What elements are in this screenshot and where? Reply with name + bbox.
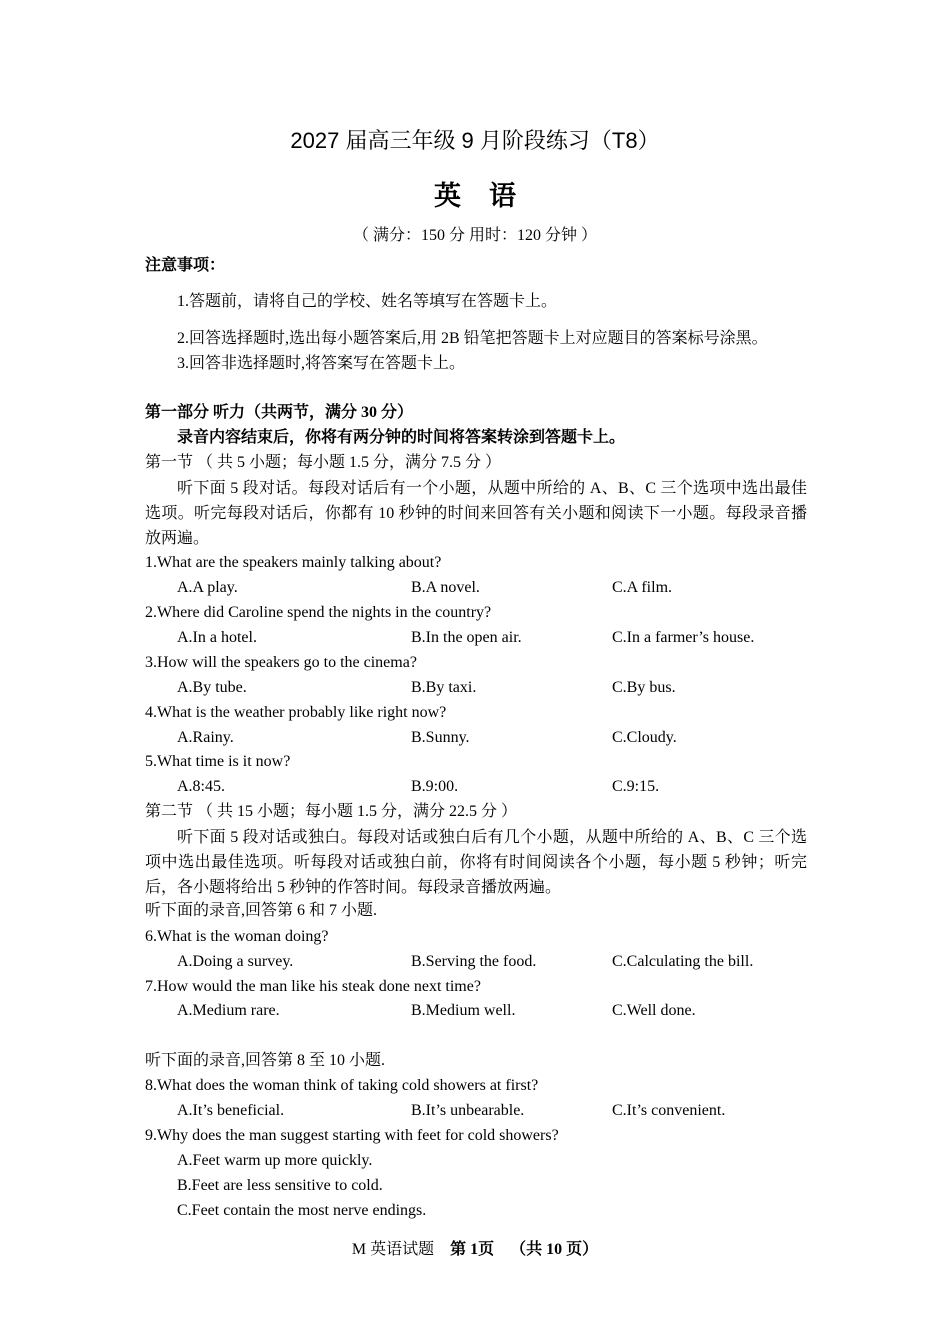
section1-heading: 第一节 （ 共 5 小题；每小题 1.5 分，满分 7.5 分 ）: [145, 454, 502, 471]
notice-item: 3.回答非选择题时,将答案写在答题卡上。: [177, 355, 466, 372]
question-9: 9.Why does the man suggest starting with feet for cold showers?: [145, 1127, 559, 1144]
option-b: B.Sunny.: [411, 729, 470, 746]
question-4: 4.What is the weather probably like right now?: [145, 704, 447, 721]
question-6: 6.What is the woman doing?: [145, 928, 329, 945]
score-info: （ 满分：150 分 用时：120 分钟 ）: [352, 227, 597, 244]
option-c: C.Calculating the bill.: [612, 953, 754, 970]
question-1: 1.What are the speakers mainly talking about?: [145, 554, 442, 571]
question-3: 3.How will the speakers go to the cinema?: [145, 654, 417, 671]
option-c: C.Well done.: [612, 1002, 696, 1019]
option-a: A.It’s beneficial.: [177, 1102, 285, 1119]
section2-instruction: 听下面 5 段对话或独白。每段对话或独白后有几个小题，从题中所给的 A、B、C 三个选项中选出最佳选项。听每段对话或独白前，你将有时间阅读各个小题，每小题 5 秒钟；听完后，各小题将给出 5 秒钟的作答时间。每段录音播放两遍。: [145, 829, 807, 896]
option-c: C.By bus.: [612, 679, 676, 696]
group-6-7-instruction: 听下面的录音,回答第 6 和 7 小题.: [145, 902, 378, 919]
section1-instruction: 听下面 5 段对话。每段对话后有一个小题，从题中所给的 A、B、C 三个选项中选出最佳选项。听完每段对话后，你都有 10 秒钟的时间来回答有关小题和阅读下一小题。每段录音播放两遍。: [145, 480, 807, 547]
group-8-10-instruction: 听下面的录音,回答第 8 至 10 小题.: [145, 1052, 386, 1069]
option-b: B.Feet are less sensitive to cold.: [177, 1177, 383, 1194]
question-2: 2.Where did Caroline spend the nights in the country?: [145, 604, 492, 621]
option-b: B.A novel.: [411, 579, 480, 596]
part1-note: 录音内容结束后，你将有两分钟的时间将答案转涂到答题卡上。: [177, 429, 626, 446]
option-b: B.Serving the food.: [411, 953, 537, 970]
option-a: A.By tube.: [177, 679, 247, 696]
option-a: A.Medium rare.: [177, 1002, 280, 1019]
option-b: B.In the open air.: [411, 629, 522, 646]
page-footer: [0, 1236, 950, 1259]
notice-item: 2.回答选择题时,选出每小题答案后,用 2B 铅笔把答题卡上对应题目的答案标号涂黑。: [177, 330, 768, 347]
option-a: A.In a hotel.: [177, 629, 257, 646]
option-a: A.8:45.: [177, 778, 225, 795]
option-b: B.9:00.: [411, 778, 459, 795]
footer-subject: M 英语试题: [351, 1241, 435, 1258]
notice-item: 1.答题前，请将自己的学校、姓名等填写在答题卡上。: [177, 293, 558, 310]
footer-total-pages: （共 10 页）: [510, 1241, 599, 1258]
question-7: 7.How would the man like his steak done next time?: [145, 978, 481, 995]
section2-heading: 第二节 （ 共 15 小题；每小题 1.5 分，满分 22.5 分 ）: [145, 803, 518, 820]
question-8: 8.What does the woman think of taking cold showers at first?: [145, 1077, 539, 1094]
option-a: A.Doing a survey.: [177, 953, 294, 970]
option-a: A.A play.: [177, 579, 238, 596]
option-b: B.It’s unbearable.: [411, 1102, 525, 1119]
subject-title: 英语: [434, 181, 544, 211]
option-a: A.Rainy.: [177, 729, 234, 746]
option-c: C.In a farmer’s house.: [612, 629, 755, 646]
exam-title: 2027 届高三年级 9 月阶段练习（T8）: [290, 128, 660, 153]
option-b: B.Medium well.: [411, 1002, 516, 1019]
part1-heading: 第一部分 听力（共两节，满分 30 分）: [145, 404, 414, 421]
option-b: B.By taxi.: [411, 679, 477, 696]
footer-page-number: 第 1页: [450, 1241, 495, 1258]
option-a: A.Feet warm up more quickly.: [177, 1152, 373, 1169]
option-c: C.It’s convenient.: [612, 1102, 726, 1119]
option-c: C.Cloudy.: [612, 729, 677, 746]
option-c: C.A film.: [612, 579, 673, 596]
option-c: C.9:15.: [612, 778, 660, 795]
notice-heading: 注意事项：: [145, 257, 226, 274]
question-5: 5.What time is it now?: [145, 753, 291, 770]
option-c: C.Feet contain the most nerve endings.: [177, 1202, 427, 1219]
